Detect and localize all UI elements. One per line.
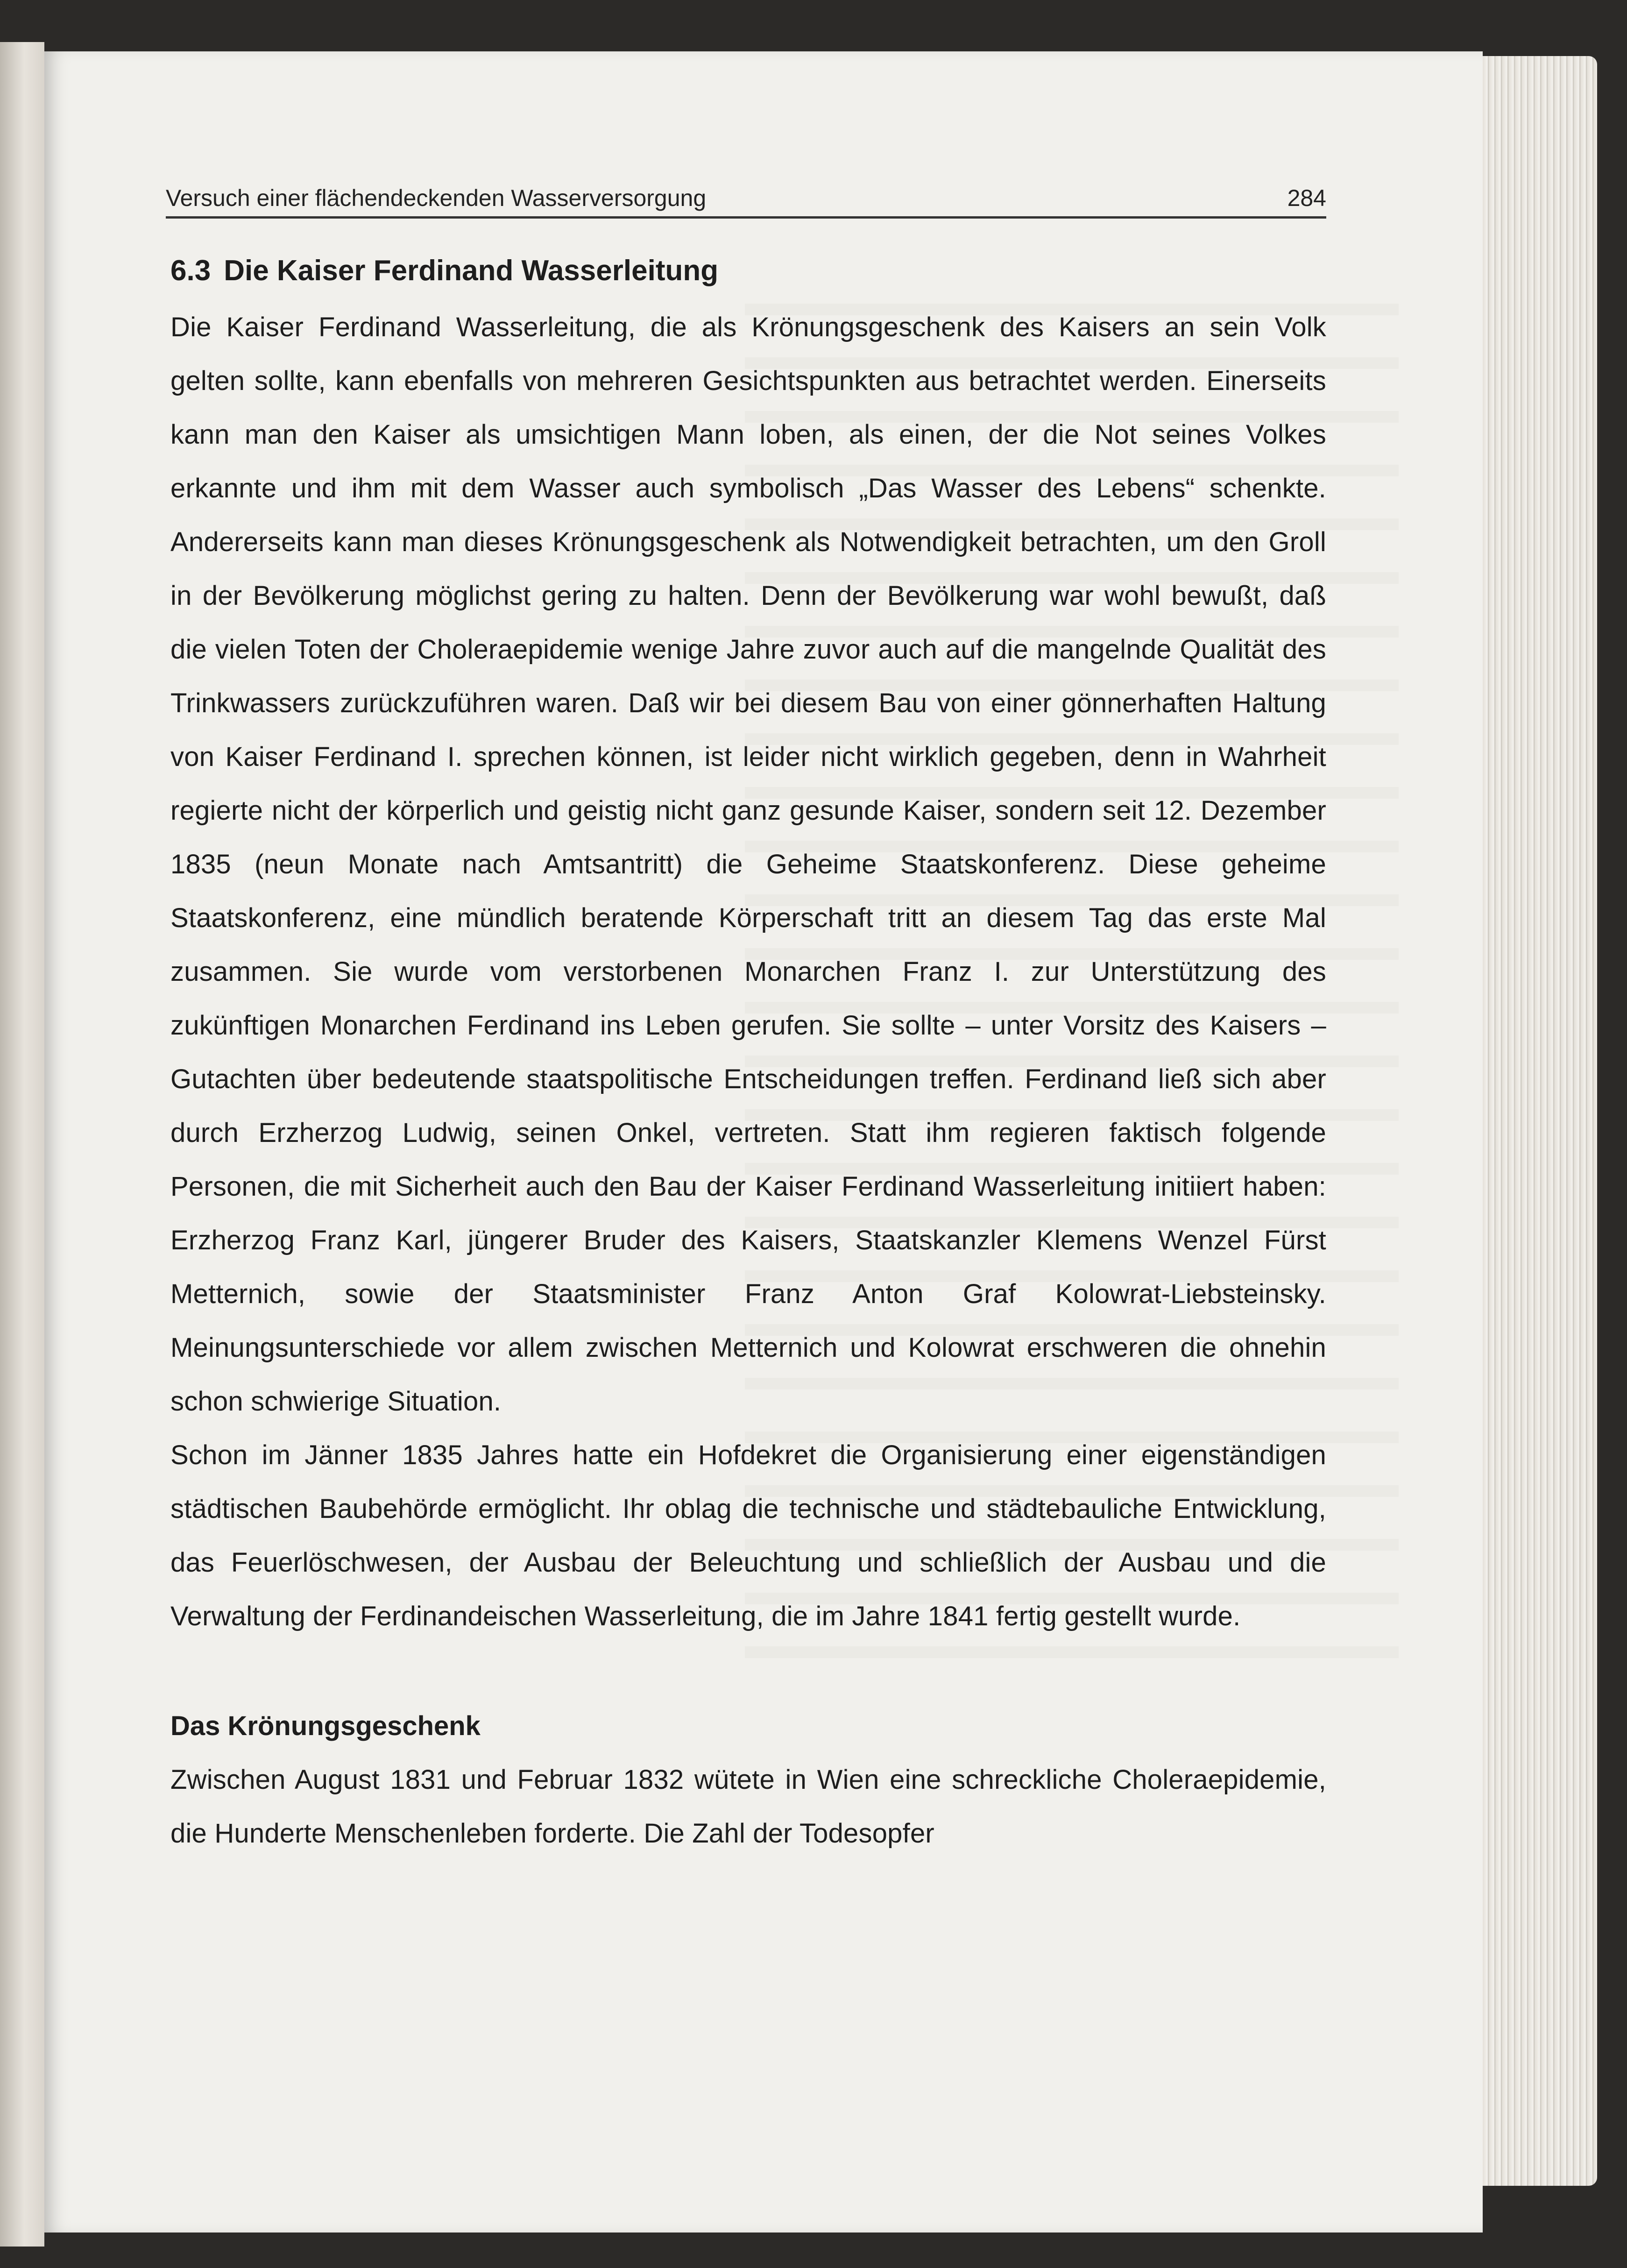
running-header: [166, 184, 1326, 219]
paragraph-2: Schon im Jänner 1835 Jahres hatte ein Hofdekret die Organisierung einer eigenständigen städtischen Baubehörde ermöglicht. Ihr oblag die technische und städtebauliche Entwicklung, das Feuerlöschwesen, der Ausbau der Beleuchtung und schließlich der Ausbau und die Verwaltung der Ferdinandeischen Wasserleitung, die im Jahre 1841 fertig gestellt wurde.: [170, 1439, 1326, 1631]
page-content: [170, 252, 1326, 1860]
section-number: 6.3: [170, 255, 211, 287]
section-heading: [170, 252, 1326, 290]
paragraph-1: Die Kaiser Ferdinand Wasserleitung, die als Krönungsgeschenk des Kaisers an sein Volk gelten sollte, kann ebenfalls von mehreren Gesichtspunkten aus betrachtet werden. Einerseits kann man den Kaiser als umsichtigen Mann loben, als einen, der die Not seines Volkes erkannte und ihm mit dem Wasser auch symbolisch „Das Wasser des Lebens“ schenkte. Andererseits kann man dieses Krönungsgeschenk als Notwendigkeit betrachten, um den Groll in der Bevölkerung möglichst gering zu halten. Denn der Bevölkerung war wohl bewußt, daß die vielen Toten der Choleraepidemie wenige Jahre zuvor auch auf die mangelnde Qualität des Trinkwassers zurückzuführen waren. Daß wir bei diesem Bau von einer gönnerhaften Haltung von Kaiser Ferdinand I. sprechen können, ist leider nicht wirklich gegeben, denn in Wahrheit regierte nicht der körperlich und geistig nicht ganz gesunde Kaiser, sondern seit 12. Dezember 1835 (neun Monate nach Amtsantritt) die Geheime Staatskonferenz. Diese geheime Staatskonferenz, eine mündlich beratende Körperschaft tritt an diesem Tag das erste Mal zusammen. Sie wurde vom verstorbenen Monarchen Franz I. zur Unterstützung des zukünftigen Monarchen Ferdinand ins Leben gerufen. Sie sollte – unter Vorsitz des Kaisers – Gutachten über bedeutende staatspolitische Entscheidungen treffen. Ferdinand ließ sich aber durch Erzherzog Ludwig, seinen Onkel, vertreten. Statt ihm regieren faktisch folgende Personen, die mit Sicherheit auch den Bau der Kaiser Ferdinand Wasserleitung initiiert haben: Erzherzog Franz Karl, jüngerer Bruder des Kaisers, Staatskanzler Klemens Wenzel Fürst Metternich, sowie der Staatsminister Franz Anton Graf Kolowrat-Liebsteinsky. Meinungsunterschiede vor allem zwischen Metternich und Kolowrat erschweren die ohnehin schon schwierige Situation.: [170, 312, 1326, 1417]
subsection-paragraph: Zwischen August 1831 und Februar 1832 wütete in Wien eine schreckliche Choleraepidemie, die Hunderte Menschenleben forderte. Die Zahl der Todesopfer: [170, 1764, 1326, 1849]
page-number: 284: [1287, 185, 1326, 211]
subsection-heading: Das Krönungsgeschenk: [170, 1710, 481, 1741]
facing-page-edge: [0, 42, 44, 2247]
section-title: Die Kaiser Ferdinand Wasserleitung: [224, 255, 719, 287]
running-title: Versuch einer flächendeckenden Wasserversorgung: [166, 185, 707, 211]
